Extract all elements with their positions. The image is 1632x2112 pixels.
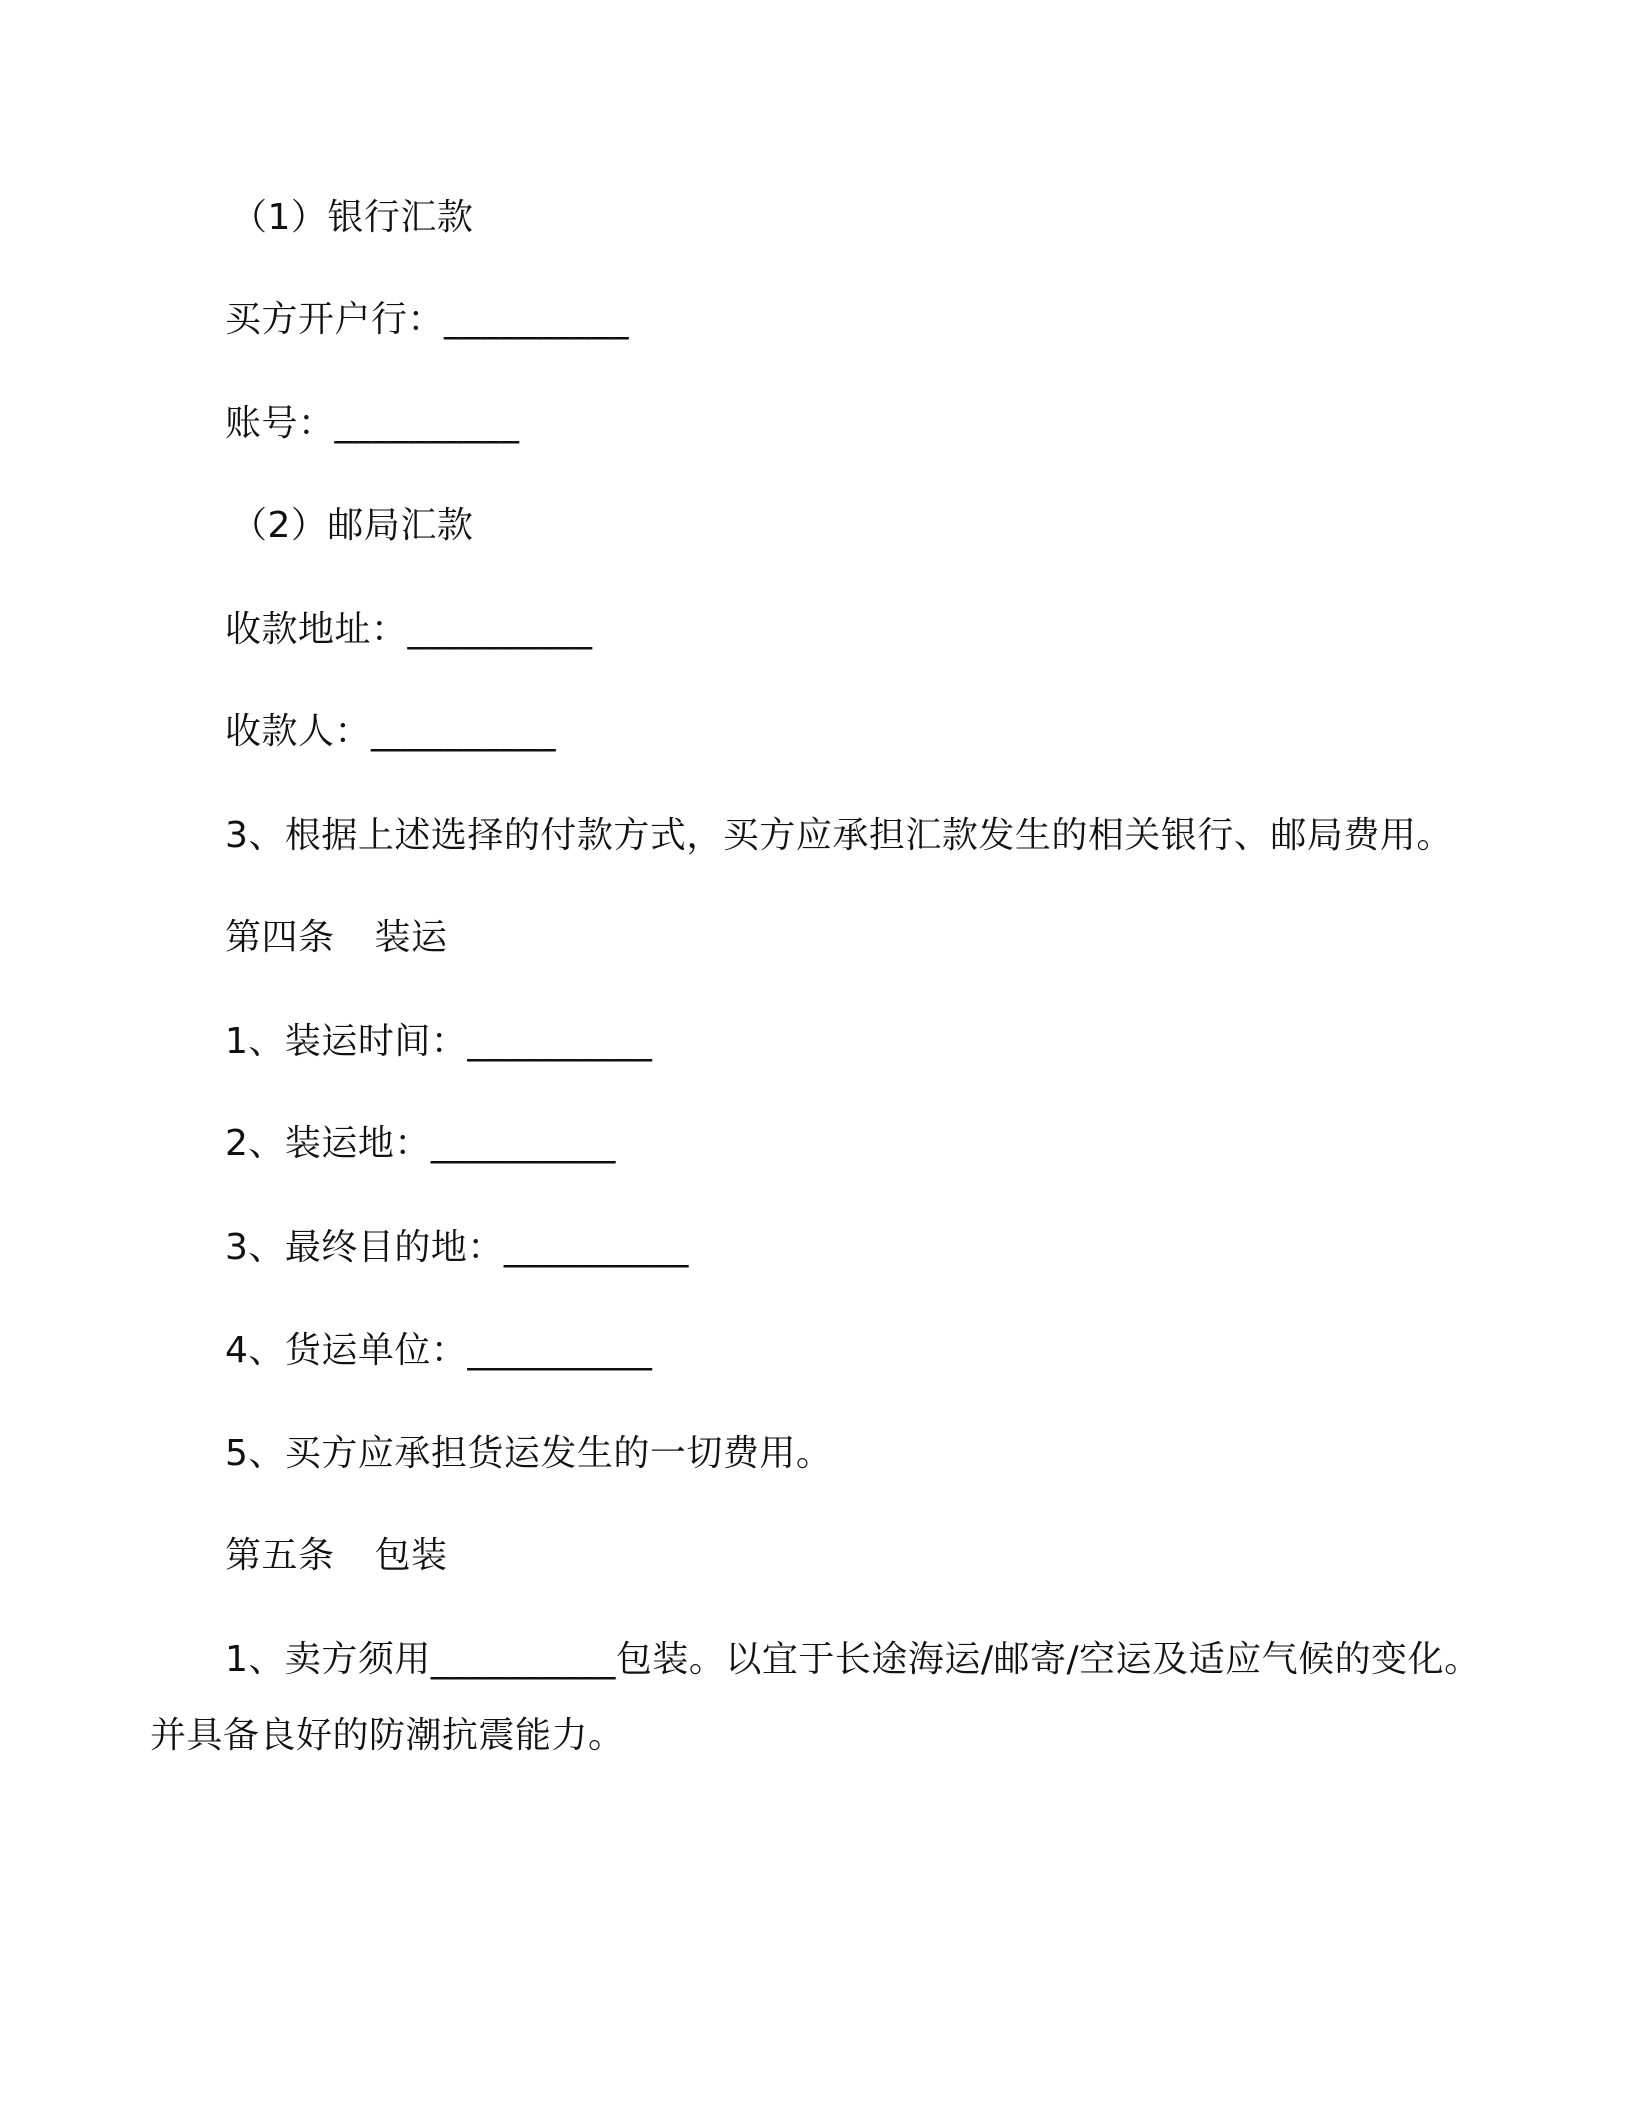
article-4-number: 第四条 [225,917,335,958]
freight-cost-clause: 5、买方应承担货运发生的一切费用。 [225,1433,833,1474]
payment-fee-clause: 3、根据上述选择的付款方式，买方应承担汇款发生的相关银行、邮局费用。 [225,815,1453,856]
article-5-heading [225,1532,448,1580]
final-destination-field: 3、最终目的地：__________ [225,1227,689,1268]
article-4-heading [225,914,448,962]
packaging-clause: 1、卖方须用__________包装。以宜于长途海运/邮寄/空运及适应气候的变化。 [225,1639,1481,1680]
payee-address-field: 收款地址：__________ [225,609,593,650]
account-number-field: 账号：__________ [225,403,520,444]
payment-option-postal-remittance: （2）邮局汇款 [231,505,474,546]
article-5-number: 第五条 [225,1535,335,1576]
payment-option-bank-transfer: （1）银行汇款 [231,197,474,238]
payee-field: 收款人：__________ [225,711,557,752]
buyer-bank-field: 买方开户行：__________ [225,299,630,340]
article-5-title: 包装 [374,1535,448,1576]
article-4-title: 装运 [374,917,448,958]
packaging-clause-continued: 并具备良好的防潮抗震能力。 [150,1715,625,1756]
freight-unit-field: 4、货运单位：__________ [225,1330,653,1371]
shipping-place-field: 2、装运地：__________ [225,1123,616,1164]
shipping-time-field: 1、装运时间：__________ [225,1021,653,1062]
